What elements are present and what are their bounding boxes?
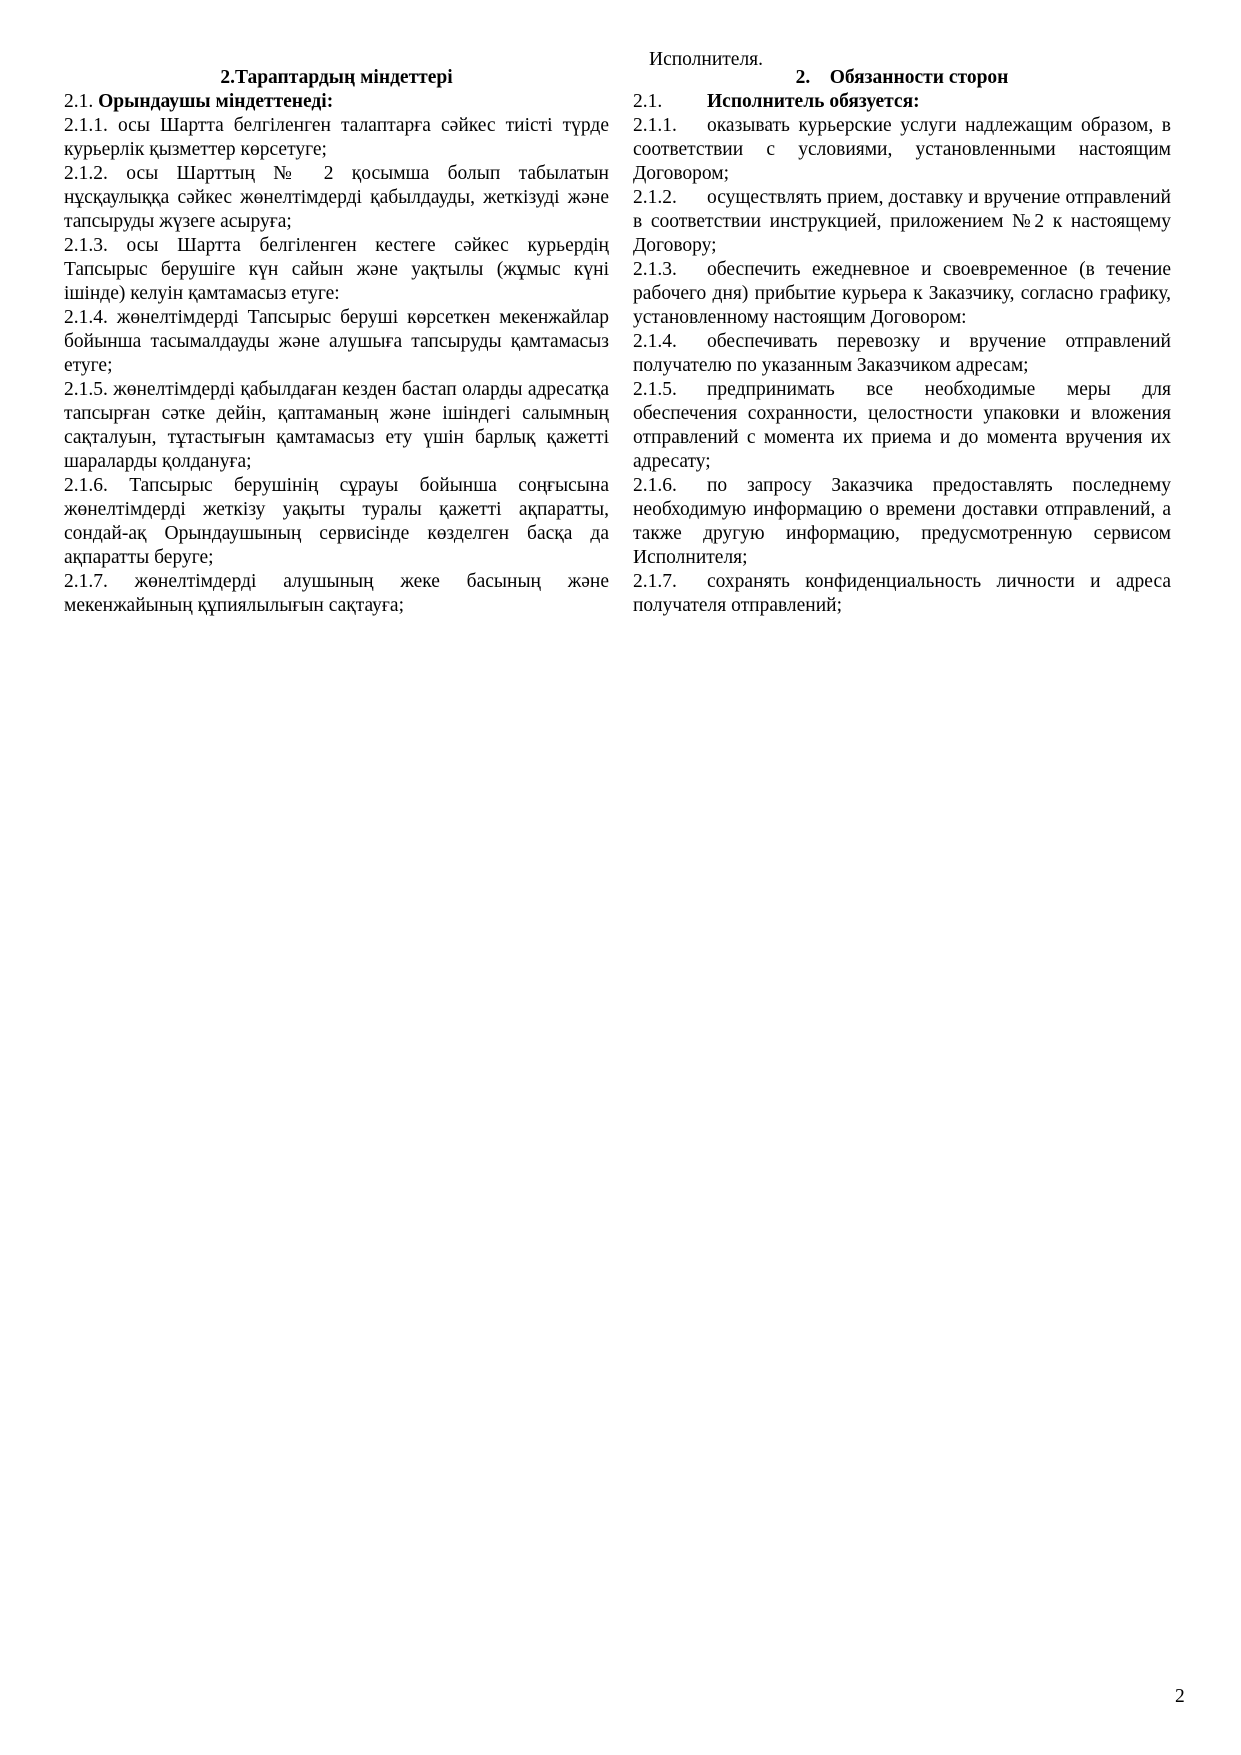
item-ru-1 (633, 114, 1171, 186)
item-text: жөнелтімдерді қабылдаған кезден бастап оларды адресатқа тапсырған сәтке дейін, қаптаманың және ішіндегі салымның сақталуын, тұтастығын қамтамасыз ету үшін барлық қажетті шараларды қолдануға; (64, 379, 610, 472)
clause-title: Исполнитель обязуется: (707, 91, 920, 112)
item-text: обеспечить ежедневное и своевременное (в течение рабочего дня) прибытие курьера к Заказчику, согласно графику, установленному настоящим Договором: (633, 259, 1171, 328)
russian-column (633, 40, 1171, 618)
item-text: осы Шарттың № 2 қосымша болып табылатын нұсқаулыққа сәйкес жөнелтімдерді қабылдауды, жеткізуді және тапсыруды жүзеге асыруға; (64, 163, 609, 232)
item-text: предпринимать все необходимые меры для обеспечения сохранности, целостности упаковки и вложения отправлений с момента их приема и до момента вручения их адресату; (633, 379, 1171, 472)
clause-number: 2.1. (64, 91, 94, 112)
item-text: жөнелтімдерді алушының жеке басының және мекенжайының құпиялылығын сақтауға; (64, 571, 610, 616)
item-text: жөнелтімдерді Тапсырыс беруші көрсеткен мекенжайлар бойынша тасымалдауды және алушыға тапсыруды қамтамасыз етуге; (64, 307, 609, 376)
item-number: 2.1.7. (633, 571, 677, 592)
item-number: 2.1.5. (633, 379, 677, 400)
item-text: осы Шартта белгіленген талаптарға сәйкес тиісті түрде курьерлік қызметтер көрсетуге; (64, 115, 609, 160)
cut-off-text: Исполнителя. (649, 49, 764, 66)
item-kz-6 (64, 474, 609, 570)
item-number: 2.1.1. (633, 115, 677, 136)
item-number: 2.1.7. (64, 571, 108, 592)
item-kz-7 (64, 570, 609, 618)
item-ru-4 (633, 330, 1171, 378)
item-ru-3 (633, 258, 1171, 330)
item-text: осы Шартта белгіленген кестеге сәйкес курьердің Тапсырыс берушіге күн сайын және уақтылы (жұмыс күні ішінде) келуін қамтамасыз етуге: (64, 235, 609, 304)
item-ru-2 (633, 186, 1171, 258)
item-kz-5 (64, 378, 609, 474)
item-text: осуществлять прием, доставку и вручение отправлений в соответствии инструкцией, приложением №2 к настоящему Договору; (633, 187, 1171, 256)
item-number: 2.1.1. (64, 115, 108, 136)
item-text: Тапсырыс берушінің сұрауы бойынша соңғысына жөнелтімдерді жеткізу уақыты туралы қажетті ақпаратты, сондай-ақ Орындаушының сервисінде көзделген басқа да ақпаратты беруге; (64, 475, 609, 568)
item-kz-4 (64, 306, 609, 378)
item-number: 2.1.6. (633, 475, 677, 496)
item-number: 2.1.2. (64, 163, 108, 184)
clause-number: 2.1. (633, 91, 663, 112)
item-text: сохранять конфиденциальность личности и адреса получателя отправлений; (633, 571, 1171, 616)
clause-title-ru (633, 90, 1171, 114)
item-ru-5 (633, 378, 1171, 474)
page-number: 2 (1175, 1686, 1185, 1707)
item-text: обеспечивать перевозку и вручение отправлений получателю по указанным Заказчиком адресам; (633, 331, 1171, 376)
column-spacer (64, 40, 609, 66)
item-number: 2.1.5. (64, 379, 108, 400)
section-heading-kz: 2.Тараптардың міндеттері (220, 67, 453, 88)
clause-title-kz (64, 90, 609, 114)
item-ru-7 (633, 570, 1171, 618)
item-number: 2.1.4. (64, 307, 108, 328)
item-kz-3 (64, 234, 609, 306)
item-number: 2.1.2. (633, 187, 677, 208)
cut-off-previous-line (633, 40, 1171, 66)
item-kz-1 (64, 114, 609, 162)
item-ru-6 (633, 474, 1171, 570)
item-text: оказывать курьерские услуги надлежащим образом, в соответствии с условиями, установленными настоящим Договором; (633, 115, 1171, 184)
kazakh-column (64, 40, 609, 618)
item-number: 2.1.3. (64, 235, 108, 256)
item-kz-2 (64, 162, 609, 234)
clause-title: Орындаушы міндеттенеді: (98, 91, 334, 112)
item-number: 2.1.3. (633, 259, 677, 280)
item-text: по запросу Заказчика предоставлять последнему необходимую информацию о времени доставки отправлений, а также другую информацию, предусмотренную сервисом Исполнителя; (633, 475, 1171, 568)
section-heading-ru: 2. Обязанности сторон (795, 67, 1009, 88)
item-number: 2.1.4. (633, 331, 677, 352)
item-number: 2.1.6. (64, 475, 108, 496)
